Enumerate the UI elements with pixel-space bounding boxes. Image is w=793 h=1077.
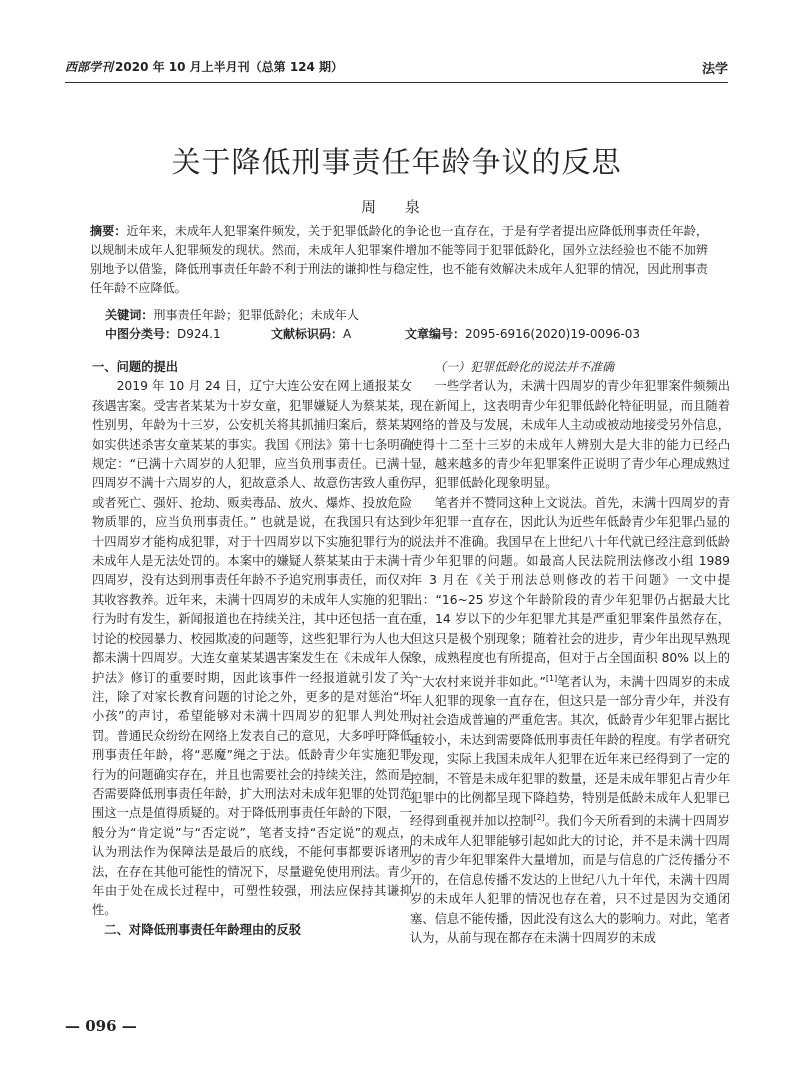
- article-label: 文章编号：: [405, 327, 466, 341]
- journal-name: 西部学刊: [65, 60, 114, 74]
- paragraph: [410, 494, 730, 949]
- keywords: [105, 306, 359, 323]
- clc-label: 中图分类号：: [105, 327, 178, 341]
- citation-ref: [1]: [545, 673, 558, 683]
- keywords-text: 刑事责任年龄；犯罪低龄化；未成年人: [153, 308, 359, 322]
- clc-value: D924.1: [177, 327, 221, 341]
- left-column: [92, 358, 412, 940]
- citation-ref: [2]: [533, 813, 545, 823]
- section-label: 法学: [701, 62, 728, 77]
- doc-value: A: [343, 327, 352, 341]
- section-heading-1: 一、问题的提出: [92, 360, 179, 374]
- journal-issue: [65, 58, 343, 75]
- clc-code: [105, 325, 221, 342]
- subsection-heading: （一）犯罪低龄化的说法并不准确: [434, 360, 615, 374]
- page-number: — 096 —: [65, 1017, 137, 1035]
- header-rule: [65, 82, 728, 83]
- abstract-text: 近年来，未成年人犯罪案件频发，关于犯罪低龄化的争论也一直存在，于是有学者提出应降低刑事责任年龄，以规制未成年人犯罪频发的现状。然而，未成年人犯罪案件增加不能等同于犯罪低龄化，国外立法经验也不能不加辨别地予以借鉴，降低刑事责任年龄不利于刑法的谦抑性与稳定性，也不能有效解决未成年人犯罪的情况，因此刑事责任年龄不应降低。: [90, 224, 708, 295]
- keywords-label: 关键词：: [105, 308, 154, 322]
- doc-code: [271, 325, 351, 342]
- right-column: [410, 358, 730, 948]
- paragraph: 一些学者认为，未满十四周岁的青少年犯罪案件频频出现在新闻上，这表明青少年犯罪低龄化特征明显，而且随着网络的普及与发展，未成年人主动或被动地接受另外信息，使得十二至十三岁的未成年人辨别大是大非的能力已经凸显，越来越多的青少年犯罪案件正说明了青少年心理成熟过早，犯罪低龄化现象明显。: [410, 379, 730, 491]
- paragraph-text: 。我们今天所看到的未满十四周岁的未成年人犯罪能够引起如此大的讨论，并不是未满十四周岁的青少年犯罪案件大量增加，而是与信息的广泛传播分不开的，在信息传播不发达的上世纪八九十年代，未满十四周岁的未成年人犯罪的情况也存在着，只不过是因为交通闭塞、信息不能传播，因此没有这么大的影响力。对此，笔者认为，从前与现在都存在未满十四周岁的未成: [410, 814, 730, 945]
- doc-label: 文献标识码：: [271, 327, 344, 341]
- article-title: 关于降低刑事责任年龄争议的反思: [171, 145, 622, 179]
- abstract: [90, 222, 708, 298]
- article-number: [405, 325, 640, 342]
- running-header: [65, 58, 728, 78]
- issue-info: 2020 年 10 月上半月刊（总第 124 期）: [115, 60, 344, 74]
- paragraph-text: 笔者认为，未满十四周岁的未成年人犯罪的现象一直存在，但这只是一部分青少年，并没有对社会造成普遍的严重危害。其次，低龄青少年犯罪占据比重较小，未达到需要降低刑事责任年龄的程度。有学者研究发现，实际上我国未成年人犯罪在近年来已经得到了一定的控制，不管是未成年犯罪的数量，还是未成年罪犯占青少年犯罪中的比例都呈现下降趋势，特别是低龄未成年人犯罪已经得到重视并加以控制: [410, 674, 730, 829]
- abstract-label: 摘要：: [90, 224, 127, 238]
- article-value: 2095-6916(2020)19-0096-03: [465, 327, 641, 341]
- author-name: 周 泉: [361, 198, 432, 216]
- section-heading-2: 二、对降低刑事责任年龄理由的反驳: [104, 922, 302, 937]
- paragraph-text: 笔者并不赞同这种上文说法。首先，未满十四周岁的青少年犯罪一直存在，因此认为近些年低龄青少年犯罪凸显的说法并不准确。我国早在上世纪八十年代就已经注意到低龄青少年犯罪的问题。如最高人民法院刑法修改小组 1989 年 3 月在《关于刑法总则修改的若干问题》一文中提出：“16~25 岁这个年龄阶段的青少年犯罪仍占据最大比重，14 岁以下的少年犯罪尤其是严重犯罪案件虽然存在，但这只是极个别现象；随着社会的进步，青少年出现早熟现象，成熟程度也有所提高，但对于占全国面积 80% 以上的广大农村来说并非如此。”: [410, 495, 730, 689]
- paragraph: 2019 年 10 月 24 日，辽宁大连公安在网上通报某女孩遇害案。受害者某某为十岁女童，犯罪嫌疑人为蔡某某，性别男，年龄为十三岁，公安机关将其抓捕归案后，蔡某某如实供述杀害女童某某的事实。我国《刑法》第十七条明确规定：“已满十六周岁的人犯罪，应当负刑事责任。已满十四周岁不满十六周岁的人，犯故意杀人、故意伤害致人重伤或者死亡、强奸、抢劫、贩卖毒品、放火、爆炸、投放危险物质罪的，应当负刑事责任。” 也就是说，在我国只有达到十四周岁才能构成犯罪，对于十四周岁以下实施犯罪行为的未成年人是无法处罚的。本案中的嫌疑人蔡某某由于未满十四周岁，没有达到刑事责任年龄不予追究刑事责任，而仅对其收容教养。近年来，未满十四周岁的未成年人实施的犯罪行为时有发生，新闻报道也在持续关注，其中还包括一直在讨论的校园暴力、校园欺凌的问题等，这些犯罪行为人也大都未满十四周岁。大连女童某某遇害案发生在《未成年人保护法》修订的重要时期，因此该事件一经报道就引发了关注，除了对家长教育问题的讨论之外，更多的是对惩治“坏小孩”的声讨，希望能够对未满十四周岁的犯罪人判处刑罚。普通民众纷纷在网络上发表自己的意见，大多呼吁降低刑事责任年龄，将“恶魔”绳之于法。低龄青少年实施犯罪行为的问题确实存在，并且也需要社会的持续关注，然而是否需要降低刑事责任年龄，扩大刑法对未成年犯罪的处罚范围这一点是值得质疑的。对于降低刑事责任年龄的下限，一般分为“肯定说”与“否定说”，笔者支持“否定说”的观点，认为刑法作为保障法是最后的底线，不能何事都要诉诸刑法，在存在其他可能性的情况下，尽量避免使用刑法。青少年由于处在成长过程中，可塑性较强，刑法应保持其谦抑性。: [92, 379, 412, 918]
